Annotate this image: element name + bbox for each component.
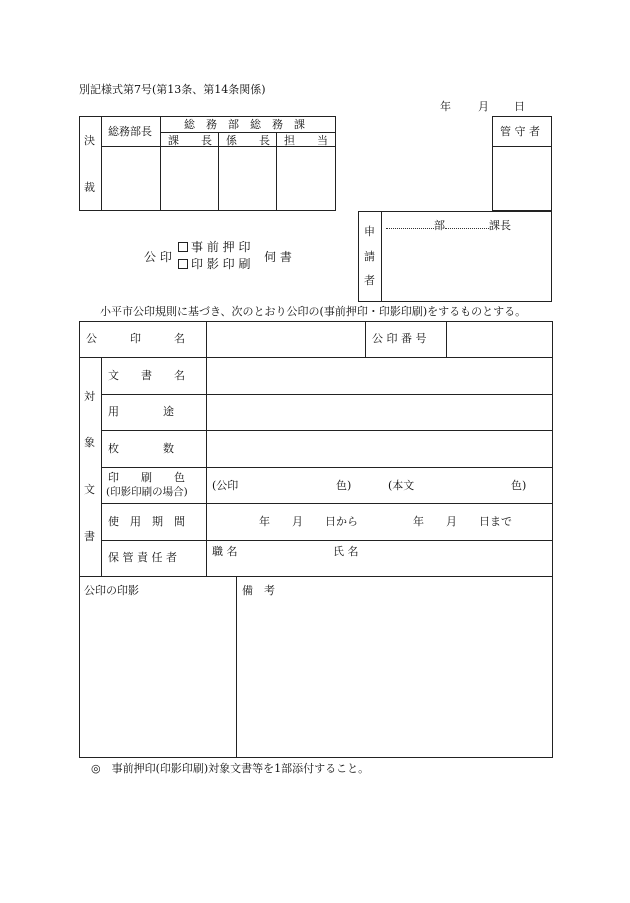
remarks-area[interactable] bbox=[238, 600, 551, 756]
doc-name-field[interactable] bbox=[208, 359, 551, 392]
footnote: ◎ 事前押印(印影印刷)対象文書等を1部添付すること。 bbox=[91, 762, 370, 775]
remarks-label: 備 考 bbox=[242, 584, 275, 597]
seal-name-label: 公 印 名 bbox=[86, 332, 185, 345]
target-label-2: 象 bbox=[84, 436, 95, 449]
seal-number-field[interactable] bbox=[448, 323, 550, 355]
body-color-close: 色) bbox=[511, 479, 527, 492]
director-label: 総務部長 bbox=[108, 125, 152, 138]
keeper-position[interactable]: 職 名 bbox=[212, 545, 238, 558]
seal-color-open: (公印 bbox=[212, 479, 239, 492]
title-prefix: 公 印 bbox=[144, 250, 172, 264]
applicant-dept-line[interactable]: 部 課長 bbox=[386, 220, 511, 231]
seal-number-label: 公 印 番 号 bbox=[372, 332, 427, 345]
form-label: 別記様式第7号(第13条、第14条関係) bbox=[79, 83, 266, 96]
kessai-label-2: 裁 bbox=[84, 181, 95, 194]
staff-label: 担 当 bbox=[284, 134, 328, 147]
period-from[interactable]: 年 月 日から bbox=[259, 515, 358, 528]
period-label: 使 用 期 間 bbox=[108, 515, 185, 528]
target-label-1: 対 bbox=[84, 390, 95, 403]
body-color-field[interactable] bbox=[422, 472, 508, 498]
applicant-label-2: 請 bbox=[364, 250, 375, 263]
impression-label: 公印の印影 bbox=[84, 584, 139, 597]
title-option-1: 事 前 押 印 bbox=[178, 241, 250, 253]
count-field[interactable] bbox=[208, 432, 551, 465]
keeper-label: 保 管 責 任 者 bbox=[108, 551, 177, 564]
subchief-label: 係 長 bbox=[226, 134, 270, 147]
seal-color-close: 色) bbox=[336, 479, 352, 492]
custodian-label: 管 守 者 bbox=[500, 125, 540, 138]
checkbox-seal-print[interactable] bbox=[178, 259, 188, 269]
date-day: 日 bbox=[514, 100, 525, 113]
impression-area[interactable] bbox=[81, 600, 234, 756]
chief-label: 課 長 bbox=[168, 134, 212, 147]
body-color-open: (本文 bbox=[388, 479, 415, 492]
division-label: 総 務 部 総 務 課 bbox=[184, 118, 305, 131]
count-label: 枚 数 bbox=[108, 442, 174, 455]
target-label-3: 文 bbox=[84, 483, 95, 496]
statement-text: 小平市公印規則に基づき、次のとおり公印の(事前押印・印影印刷)をするものとする。 bbox=[100, 305, 527, 318]
title-suffix: 伺 書 bbox=[264, 250, 292, 264]
seal-name-field[interactable] bbox=[208, 323, 363, 355]
doc-name-label: 文 書 名 bbox=[108, 369, 185, 382]
color-label-2: (印影印刷の場合) bbox=[106, 486, 188, 498]
seal-color-field[interactable] bbox=[246, 472, 332, 498]
target-label-4: 書 bbox=[84, 530, 95, 543]
date-year: 年 bbox=[440, 100, 451, 113]
checkbox-prior-seal[interactable] bbox=[178, 242, 188, 252]
keeper-name[interactable]: 氏 名 bbox=[333, 545, 359, 558]
title-option-2: 印 影 印 刷 bbox=[178, 258, 250, 270]
color-label-1: 印 刷 色 bbox=[108, 471, 185, 484]
kessai-label-1: 決 bbox=[84, 134, 95, 147]
date-month: 月 bbox=[478, 100, 489, 113]
applicant-label-1: 申 bbox=[364, 225, 375, 238]
applicant-label-3: 者 bbox=[364, 274, 375, 287]
purpose-field[interactable] bbox=[208, 396, 551, 428]
purpose-label: 用 途 bbox=[108, 405, 174, 418]
period-to[interactable]: 年 月 日まで bbox=[413, 515, 512, 528]
